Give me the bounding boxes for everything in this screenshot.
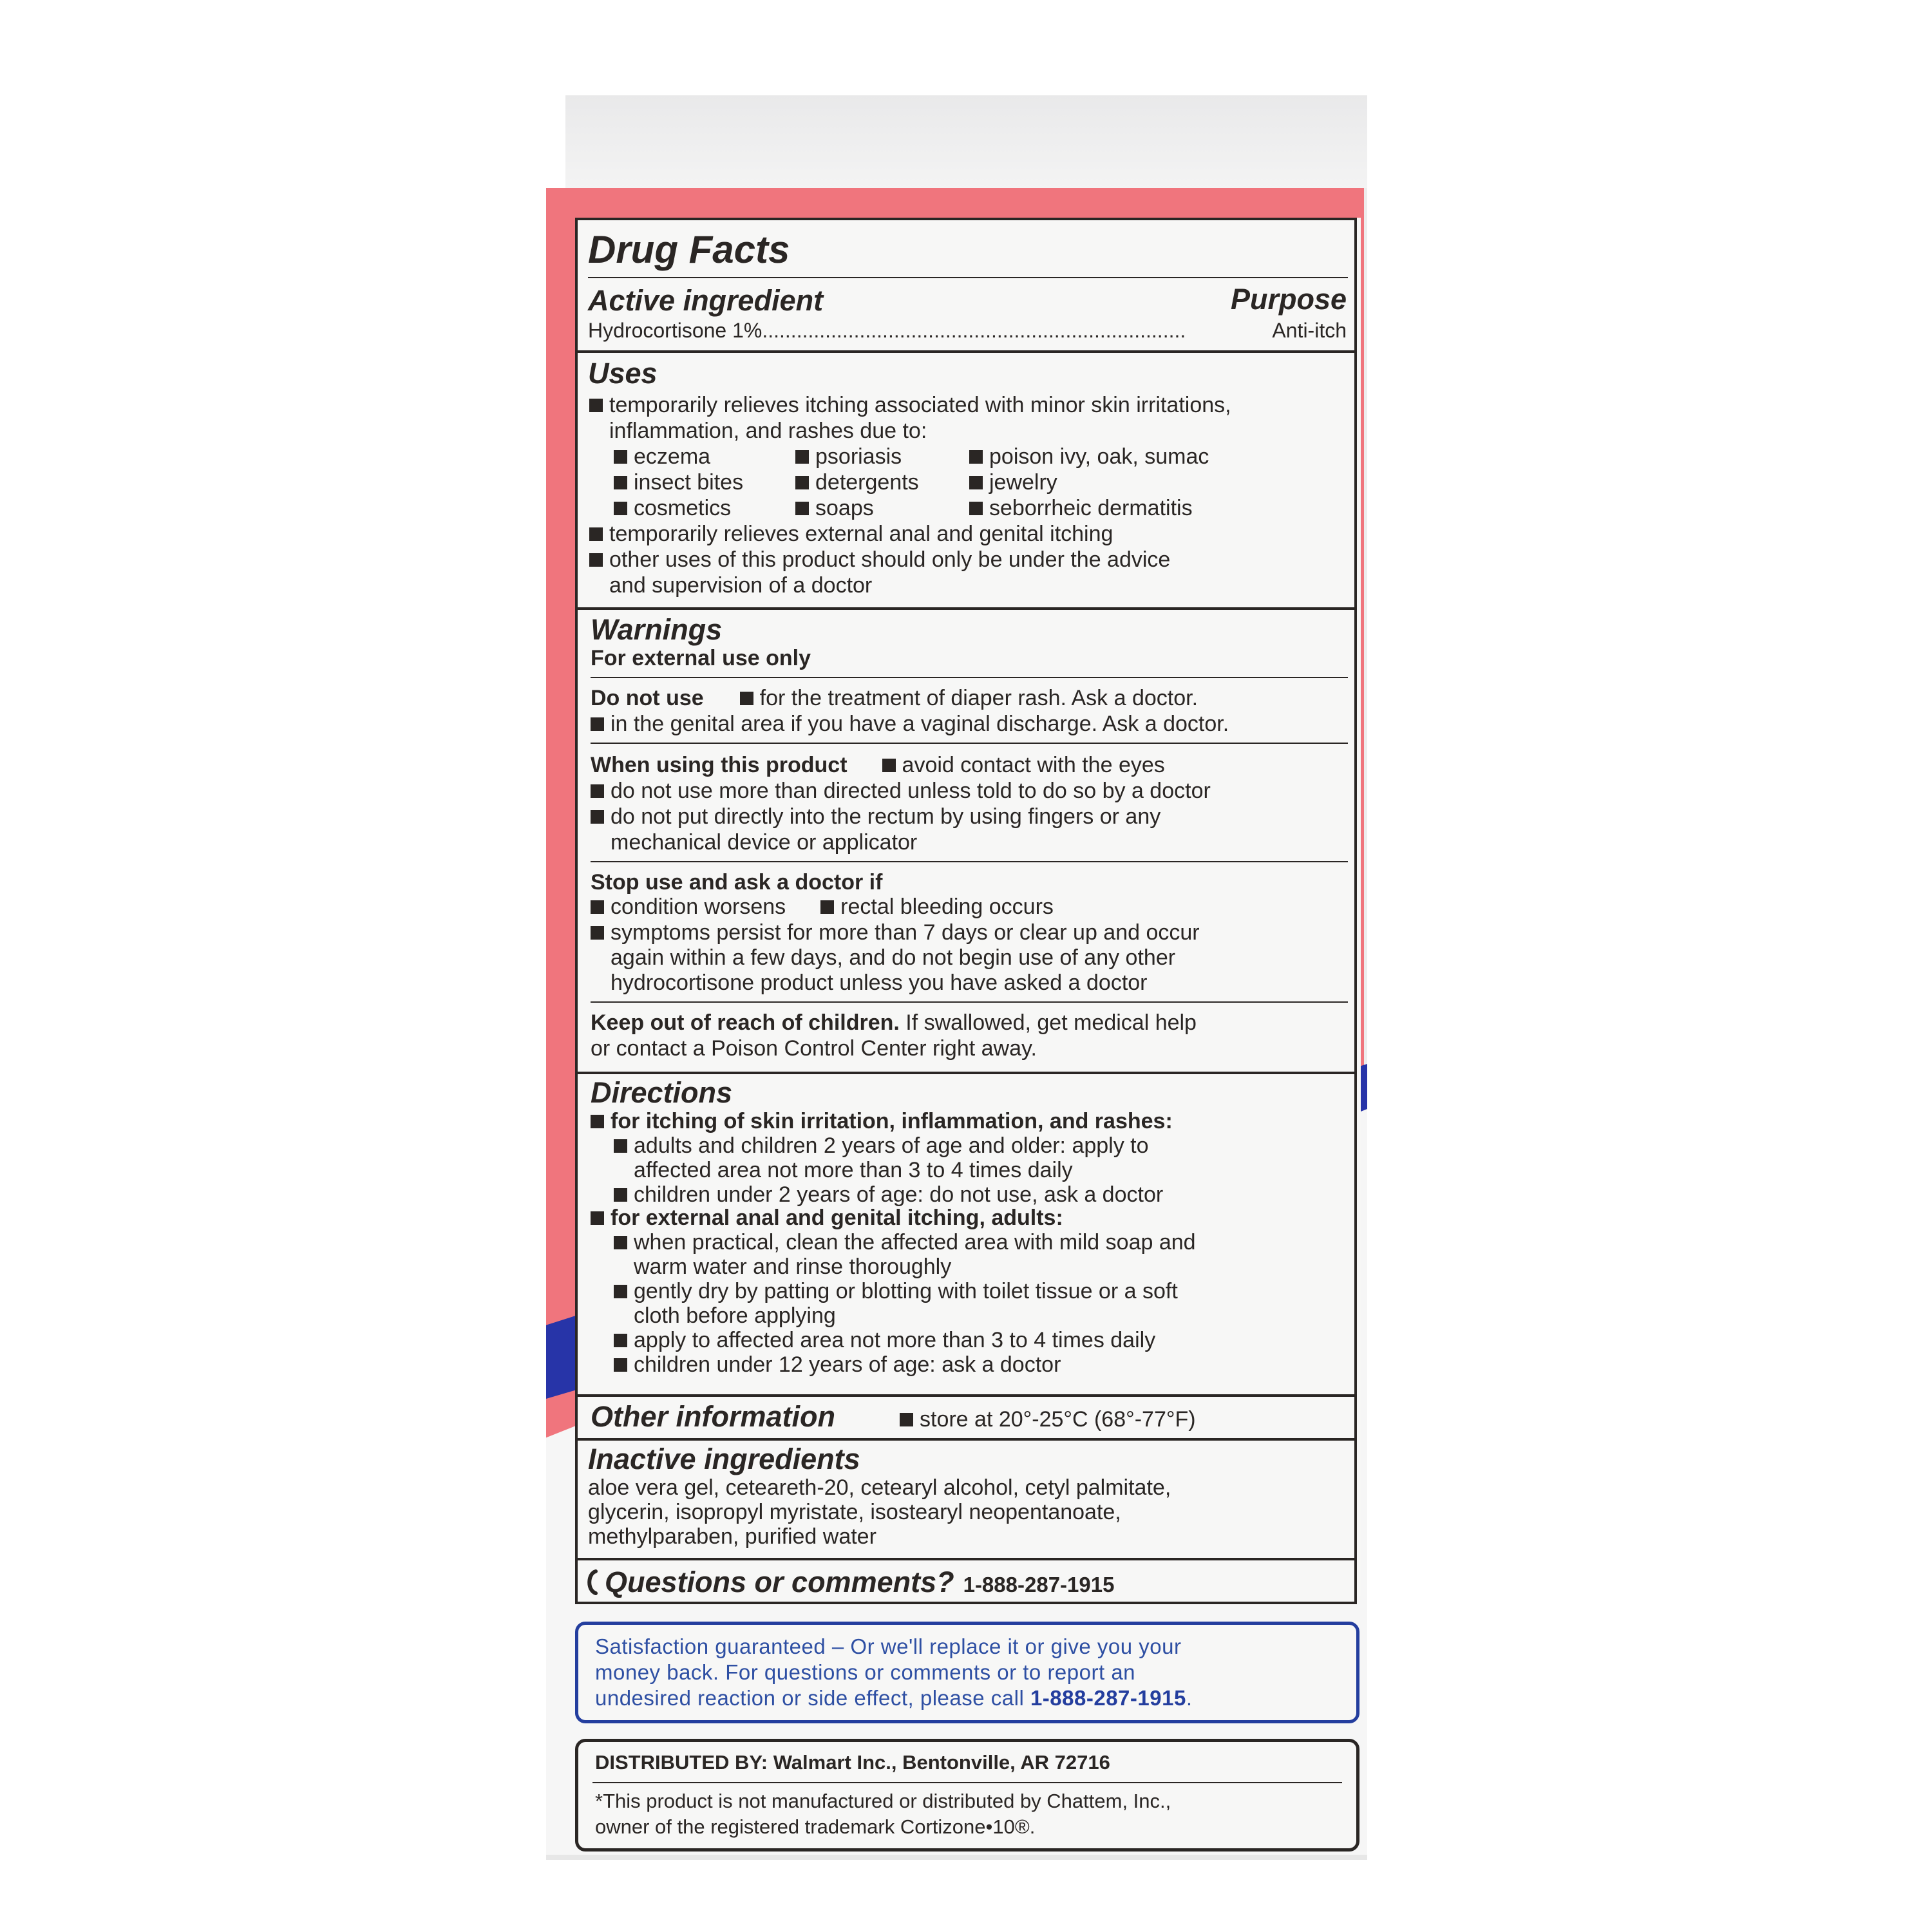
bullet-icon: [591, 784, 604, 798]
satisfaction-line: money back. For questions or comments or to report an: [595, 1660, 1136, 1684]
bullet-icon: [614, 476, 627, 489]
directions-group-2: for external anal and genital itching, adults:: [591, 1206, 1063, 1231]
bullet-icon: [589, 399, 603, 412]
phone-icon: [584, 1569, 600, 1595]
uses-grid-item: soaps: [795, 496, 874, 521]
uses-grid-item: jewelry: [969, 470, 1057, 495]
package-top: [565, 95, 1367, 192]
distributor-box: [575, 1739, 1359, 1852]
uses-item-3: other uses of this product should only be under the advice: [589, 547, 1170, 573]
uses-grid-item: seborrheic dermatitis: [969, 496, 1193, 521]
disclaimer-line: *This product is not manufactured or distributed by Chattem, Inc.,: [595, 1790, 1171, 1812]
stop-use-line-2-cont: again within a few days, and do not begin use of any other: [611, 945, 1176, 970]
uses-item-1: temporarily relieves itching associated with minor skin irritations,: [589, 393, 1231, 418]
divider: [591, 1001, 1348, 1003]
divider: [588, 277, 1348, 278]
bullet-icon: [614, 1139, 627, 1153]
satisfaction-line: Satisfaction guaranteed – Or we'll replace it or give you your: [595, 1634, 1182, 1658]
drug-facts-title: Drug Facts: [588, 228, 790, 271]
bullet-icon: [795, 476, 809, 489]
do-not-use-line-1: Do not use for the treatment of diaper rash. Ask a doctor.: [591, 686, 1198, 710]
uses-grid-item: detergents: [795, 470, 919, 495]
inactive-ingredients-line: glycerin, isopropyl myristate, isostearyl neopentanoate,: [588, 1500, 1121, 1524]
warnings-heading: Warnings: [591, 613, 723, 646]
uses-heading: Uses: [588, 357, 658, 390]
when-using-line-1: When using this product avoid contact with the eyes: [591, 753, 1165, 777]
other-information-item: store at 20°-25°C (68°-77°F): [900, 1407, 1196, 1432]
directions-item: gently dry by patting or blotting with toilet tissue or a soft: [614, 1279, 1178, 1304]
bullet-icon: [969, 502, 983, 515]
directions-item: children under 12 years of age: ask a doctor: [614, 1352, 1061, 1378]
dot-leader: ..........................................................................: [762, 319, 1186, 342]
inactive-ingredients-line: aloe vera gel, ceteareth-20, cetearyl alcohol, cetyl palmitate,: [588, 1475, 1171, 1500]
directions-item-cont: warm water and rinse thoroughly: [634, 1255, 952, 1279]
questions-line: [605, 1564, 1114, 1603]
satisfaction-line: undesired reaction or side effect, please call 1-888-287-1915.: [595, 1686, 1193, 1710]
bullet-icon: [614, 450, 627, 464]
stop-use-line-1: condition worsens rectal bleeding occurs: [591, 895, 1054, 920]
warnings-section: [575, 607, 1357, 1074]
divider: [591, 861, 1348, 862]
uses-item-3-cont: and supervision of a doctor: [609, 573, 873, 598]
active-ingredient-heading: Active ingredient: [588, 284, 824, 317]
bullet-icon: [614, 1188, 627, 1202]
bullet-icon: [591, 926, 604, 940]
uses-grid-item: insect bites: [614, 470, 743, 495]
bullet-icon: [614, 502, 627, 515]
divider: [591, 743, 1348, 744]
bullet-icon: [589, 553, 603, 567]
other-information-section: [575, 1394, 1357, 1441]
bullet-icon: [795, 502, 809, 515]
bullet-icon: [900, 1413, 913, 1426]
ingredient-name: Hydrocortisone 1%: [588, 319, 762, 342]
purpose-value: Anti-itch: [1269, 318, 1347, 343]
uses-grid-item: psoriasis: [795, 444, 902, 469]
bullet-icon: [591, 717, 604, 731]
directions-item: when practical, clean the affected area with mild soap and: [614, 1230, 1196, 1255]
do-not-use-line-2: in the genital area if you have a vaginal discharge. Ask a doctor.: [591, 712, 1229, 737]
inactive-ingredients-section: [575, 1438, 1357, 1560]
purpose-heading: Purpose: [1230, 283, 1347, 316]
bullet-icon: [740, 692, 753, 705]
stop-use-line-2-cont: hydrocortisone product unless you have asked a doctor: [611, 971, 1148, 995]
stop-use-line-2: symptoms persist for more than 7 days or clear up and occur: [591, 920, 1200, 945]
other-information-heading: Other information: [591, 1400, 835, 1433]
uses-grid-item: eczema: [614, 444, 710, 469]
bullet-icon: [969, 450, 983, 464]
bullet-icon: [820, 900, 834, 914]
uses-section: [575, 350, 1357, 610]
uses-item-2: temporarily relieves external anal and genital itching: [589, 522, 1113, 547]
divider: [591, 677, 1348, 678]
stop-use-heading: Stop use and ask a doctor if: [591, 870, 883, 895]
directions-group-1: for itching of skin irritation, inflammation, and rashes:: [591, 1109, 1173, 1134]
bullet-icon: [795, 450, 809, 464]
directions-item: adults and children 2 years of age and older: apply to: [614, 1133, 1149, 1159]
uses-grid-item: poison ivy, oak, sumac: [969, 444, 1209, 469]
satisfaction-phone: 1-888-287-1915: [1030, 1686, 1186, 1710]
bullet-icon: [591, 1115, 604, 1128]
questions-phone: 1-888-287-1915: [963, 1573, 1115, 1596]
directions-item: children under 2 years of age: do not use, ask a doctor: [614, 1182, 1163, 1208]
questions-section: [575, 1558, 1357, 1604]
bullet-icon: [614, 1236, 627, 1249]
bullet-icon: [614, 1358, 627, 1372]
bullet-icon: [614, 1334, 627, 1347]
bullet-icon: [589, 527, 603, 541]
bullet-icon: [969, 476, 983, 489]
directions-heading: Directions: [591, 1076, 733, 1109]
ingredient-line: [588, 318, 1186, 343]
distributor-line: DISTRIBUTED BY: Walmart Inc., Bentonville, AR 72716: [595, 1751, 1110, 1774]
uses-grid-item: cosmetics: [614, 496, 731, 521]
keep-out-line-2: or contact a Poison Control Center right away.: [591, 1036, 1037, 1061]
package-bottom-edge: [546, 1855, 1367, 1860]
inactive-ingredients-heading: Inactive ingredients: [588, 1443, 860, 1475]
bullet-icon: [591, 810, 604, 824]
divider: [592, 1782, 1342, 1783]
drug-facts-panel: [575, 218, 1361, 1596]
drug-facts-header: [575, 218, 1357, 353]
keep-out-line-1: Keep out of reach of children. If swallowed, get medical help: [591, 1010, 1197, 1035]
external-use-only: For external use only: [591, 646, 811, 670]
bullet-icon: [882, 759, 896, 772]
directions-item-cont: cloth before applying: [634, 1303, 836, 1328]
disclaimer-line: owner of the registered trademark Cortizone•10®.: [595, 1815, 1036, 1838]
uses-item-1-cont: inflammation, and rashes due to:: [609, 419, 927, 443]
satisfaction-guarantee-box: [575, 1622, 1359, 1723]
bullet-icon: [591, 900, 604, 914]
directions-section: [575, 1072, 1357, 1397]
when-using-line-2: do not use more than directed unless told to do so by a doctor: [591, 779, 1211, 804]
directions-item-cont: affected area not more than 3 to 4 times daily: [634, 1158, 1073, 1182]
directions-item: apply to affected area not more than 3 to 4 times daily: [614, 1328, 1155, 1353]
bullet-icon: [591, 1211, 604, 1225]
inactive-ingredients-line: methylparaben, purified water: [588, 1524, 876, 1549]
questions-label: Questions or comments?: [605, 1566, 954, 1598]
bullet-icon: [614, 1285, 627, 1298]
when-using-line-3: do not put directly into the rectum by using fingers or any: [591, 804, 1160, 829]
when-using-line-3-cont: mechanical device or applicator: [611, 830, 918, 855]
